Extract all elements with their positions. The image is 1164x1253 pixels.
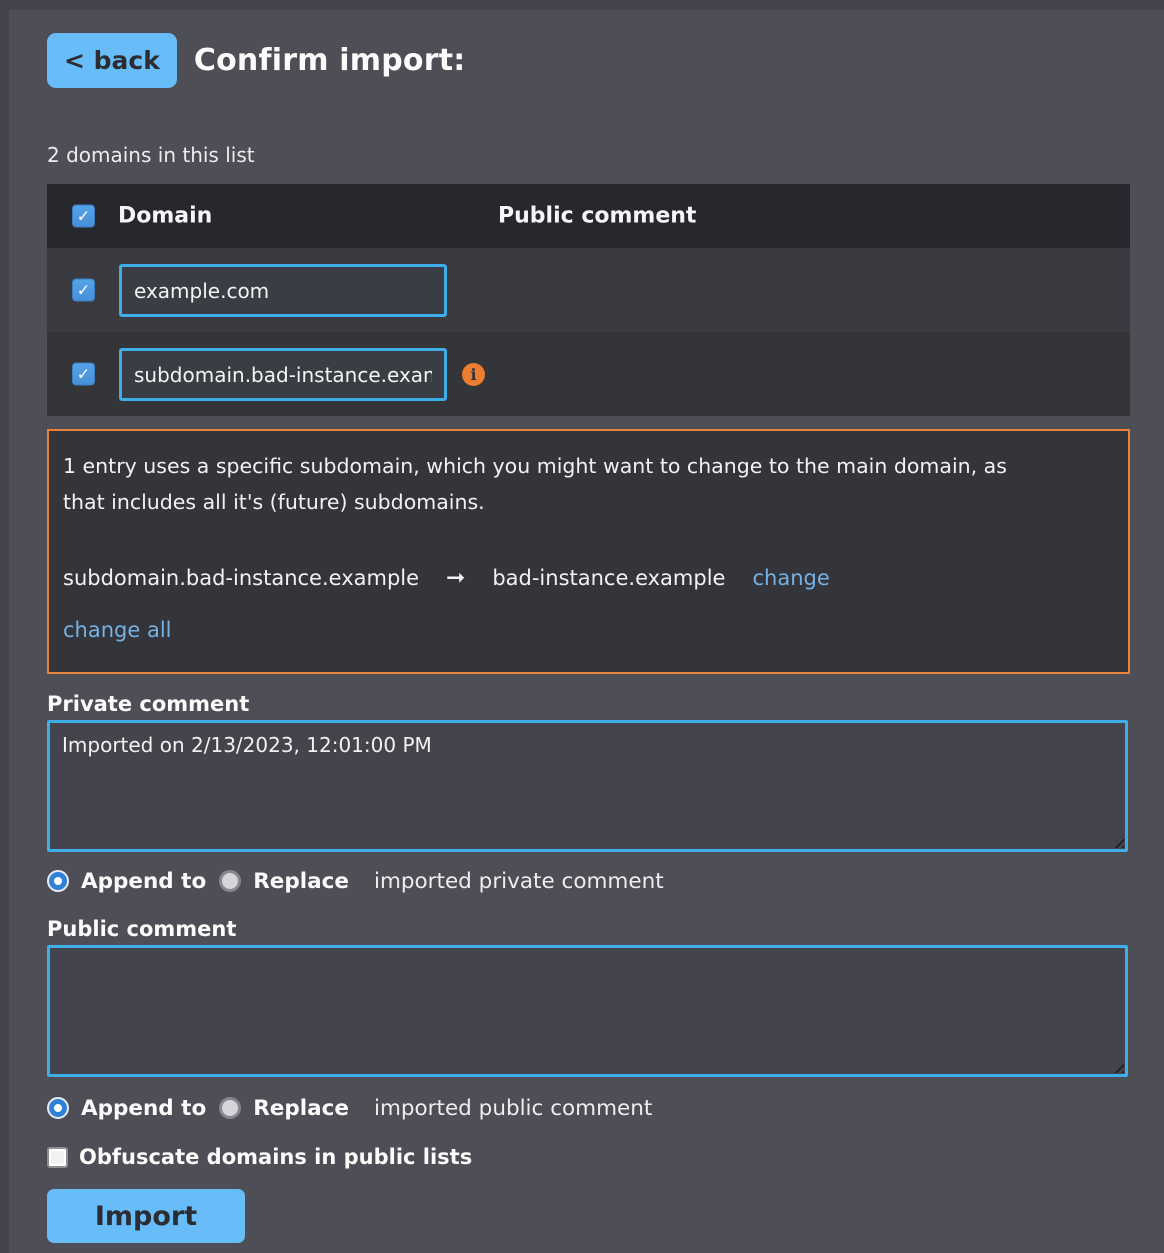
public-comment-wrapper — [47, 945, 1128, 1077]
page-header — [47, 33, 1130, 88]
table-row — [47, 248, 1130, 332]
domain-mapping-row — [63, 565, 1114, 591]
table-row — [47, 332, 1130, 416]
select-all-checkbox[interactable] — [72, 205, 95, 228]
right-arrow-icon: ➞ — [446, 565, 466, 591]
replace-radio[interactable] — [219, 870, 241, 892]
row-checkbox[interactable] — [72, 363, 95, 386]
warning-text-line1: 1 entry uses a specific subdomain, which you might want to change to the main domain, as — [63, 454, 1007, 478]
private-comment-wrapper — [47, 720, 1128, 852]
obfuscate-label[interactable]: Obfuscate domains in public lists — [79, 1145, 473, 1169]
private-comment-textarea[interactable] — [47, 720, 1128, 852]
column-header-public-comment: Public comment — [498, 203, 697, 229]
checkmark-icon: ✓ — [76, 206, 91, 225]
domain-input[interactable] — [119, 348, 447, 401]
mapping-from-domain: subdomain.bad-instance.example — [63, 566, 420, 590]
change-link[interactable]: change — [752, 566, 830, 590]
warning-text-line2: that includes all it's (future) subdomains. — [63, 490, 485, 514]
checkmark-icon: ✓ — [76, 280, 91, 299]
obfuscate-checkbox[interactable] — [47, 1147, 68, 1168]
column-header-domain: Domain — [118, 203, 213, 229]
replace-radio-label[interactable]: Replace — [253, 1095, 349, 1121]
mapping-to-domain: bad-instance.example — [492, 566, 726, 590]
domain-count-text: 2 domains in this list — [47, 143, 255, 167]
domains-table — [47, 184, 1130, 416]
subdomain-warning-box — [47, 429, 1130, 674]
mode-suffix-text: imported private comment — [373, 868, 664, 894]
private-comment-mode-row — [47, 868, 1130, 894]
import-button[interactable]: Import — [47, 1189, 245, 1243]
change-all-link[interactable]: change all — [63, 618, 172, 642]
public-comment-mode-row — [47, 1095, 1130, 1121]
public-comment-textarea[interactable] — [47, 945, 1128, 1077]
replace-radio[interactable] — [219, 1097, 241, 1119]
page-title: Confirm import: — [193, 43, 466, 78]
row-checkbox[interactable] — [72, 279, 95, 302]
append-radio-label[interactable]: Append to — [81, 868, 207, 894]
back-button[interactable]: < back — [47, 33, 177, 88]
public-comment-label: Public comment — [47, 917, 237, 941]
replace-radio-label[interactable]: Replace — [253, 868, 349, 894]
private-comment-label: Private comment — [47, 692, 250, 716]
domain-input[interactable] — [119, 264, 447, 317]
info-icon[interactable]: i — [462, 363, 485, 386]
panel-content — [9, 33, 1164, 1243]
obfuscate-row — [47, 1145, 1130, 1169]
append-radio-selected[interactable] — [47, 1097, 69, 1119]
table-header-row — [47, 184, 1130, 248]
checkmark-icon: ✓ — [76, 364, 91, 383]
confirm-import-panel — [9, 10, 1164, 1253]
append-radio-label[interactable]: Append to — [81, 1095, 207, 1121]
mode-suffix-text: imported public comment — [373, 1095, 653, 1121]
append-radio-selected[interactable] — [47, 870, 69, 892]
